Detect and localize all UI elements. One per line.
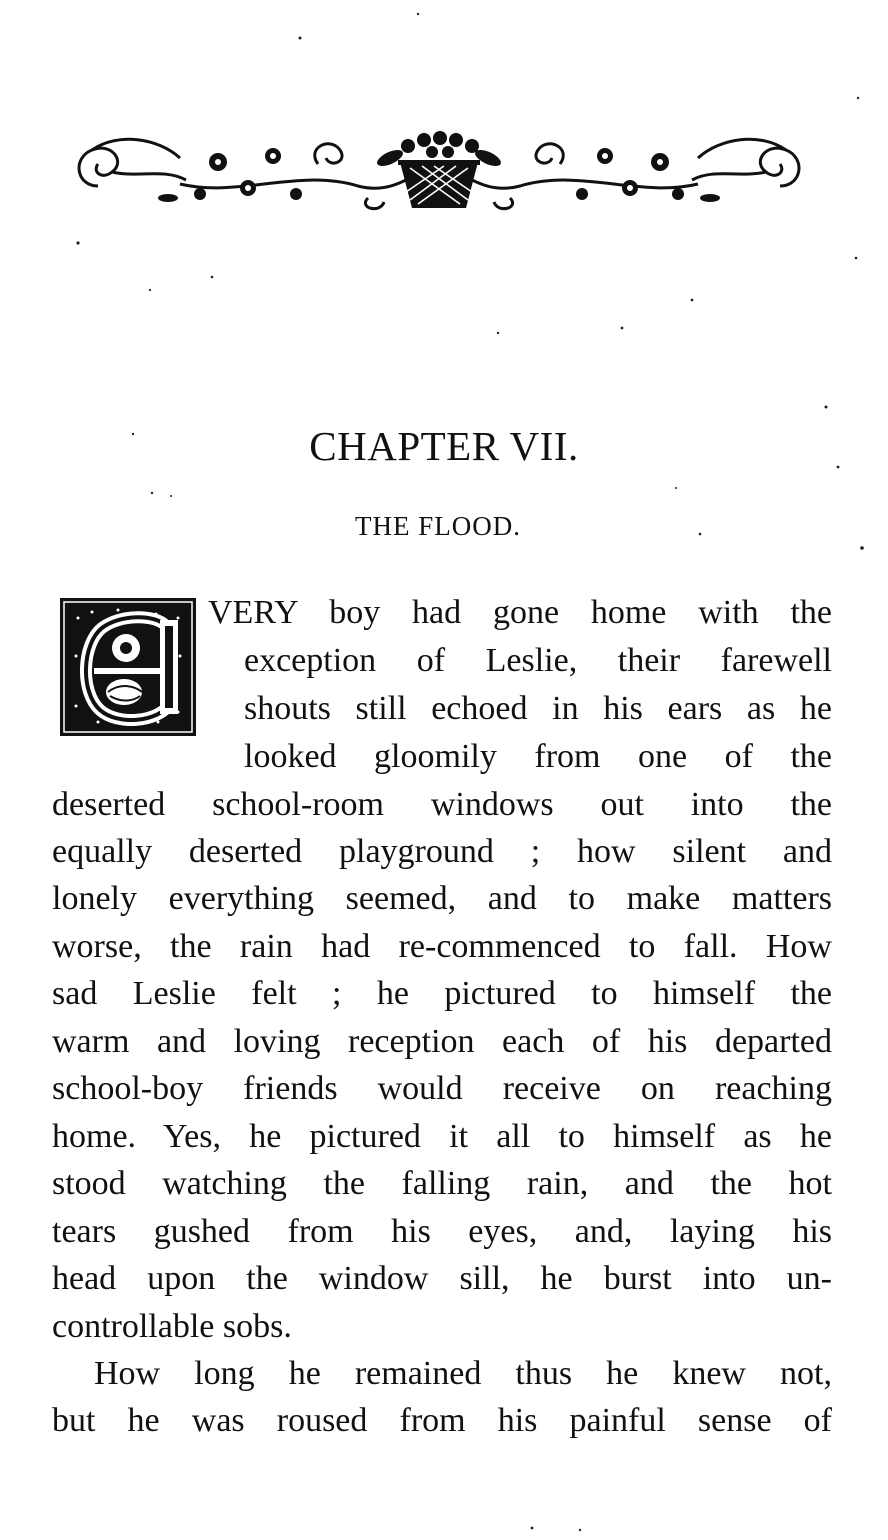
text-line: head upon the window sill, he burst into un- (52, 1260, 832, 1297)
text-line: warm and loving reception each of his departed (52, 1023, 832, 1060)
chapter-subtitle: THE FLOOD. (355, 511, 521, 541)
text-line: exception of Leslie, their farewell (244, 642, 832, 679)
text-line: stood watching the falling rain, and the hot (52, 1165, 832, 1202)
text-line: controllable sobs. (52, 1308, 292, 1345)
floral-basket-headpiece-ornament (68, 128, 810, 214)
text-line: looked gloomily from one of the (244, 738, 832, 775)
text-line: shouts still echoed in his ears as he (244, 690, 832, 727)
text-line: but he was roused from his painful sense of (52, 1402, 832, 1439)
text-line: lonely everything seemed, and to make matters (52, 880, 832, 917)
text-line: tears gushed from his eyes, and, laying his (52, 1213, 832, 1250)
text-line: home. Yes, he pictured it all to himself as he (52, 1118, 832, 1155)
text-line: sad Leslie felt ; he pictured to himself the (52, 975, 832, 1012)
text-line: VERY boy had gone home with the (208, 594, 832, 631)
text-line: school-boy friends would receive on reaching (52, 1070, 832, 1107)
text-line: equally deserted playground ; how silent and (52, 833, 832, 870)
text-line: deserted school-room windows out into the (52, 786, 832, 823)
text-line: worse, the rain had re-commenced to fall. How (52, 928, 832, 965)
text-line: How long he remained thus he knew not, (94, 1355, 832, 1392)
chapter-title: CHAPTER VII. (309, 423, 579, 469)
decorated-drop-cap-icon (58, 596, 198, 738)
